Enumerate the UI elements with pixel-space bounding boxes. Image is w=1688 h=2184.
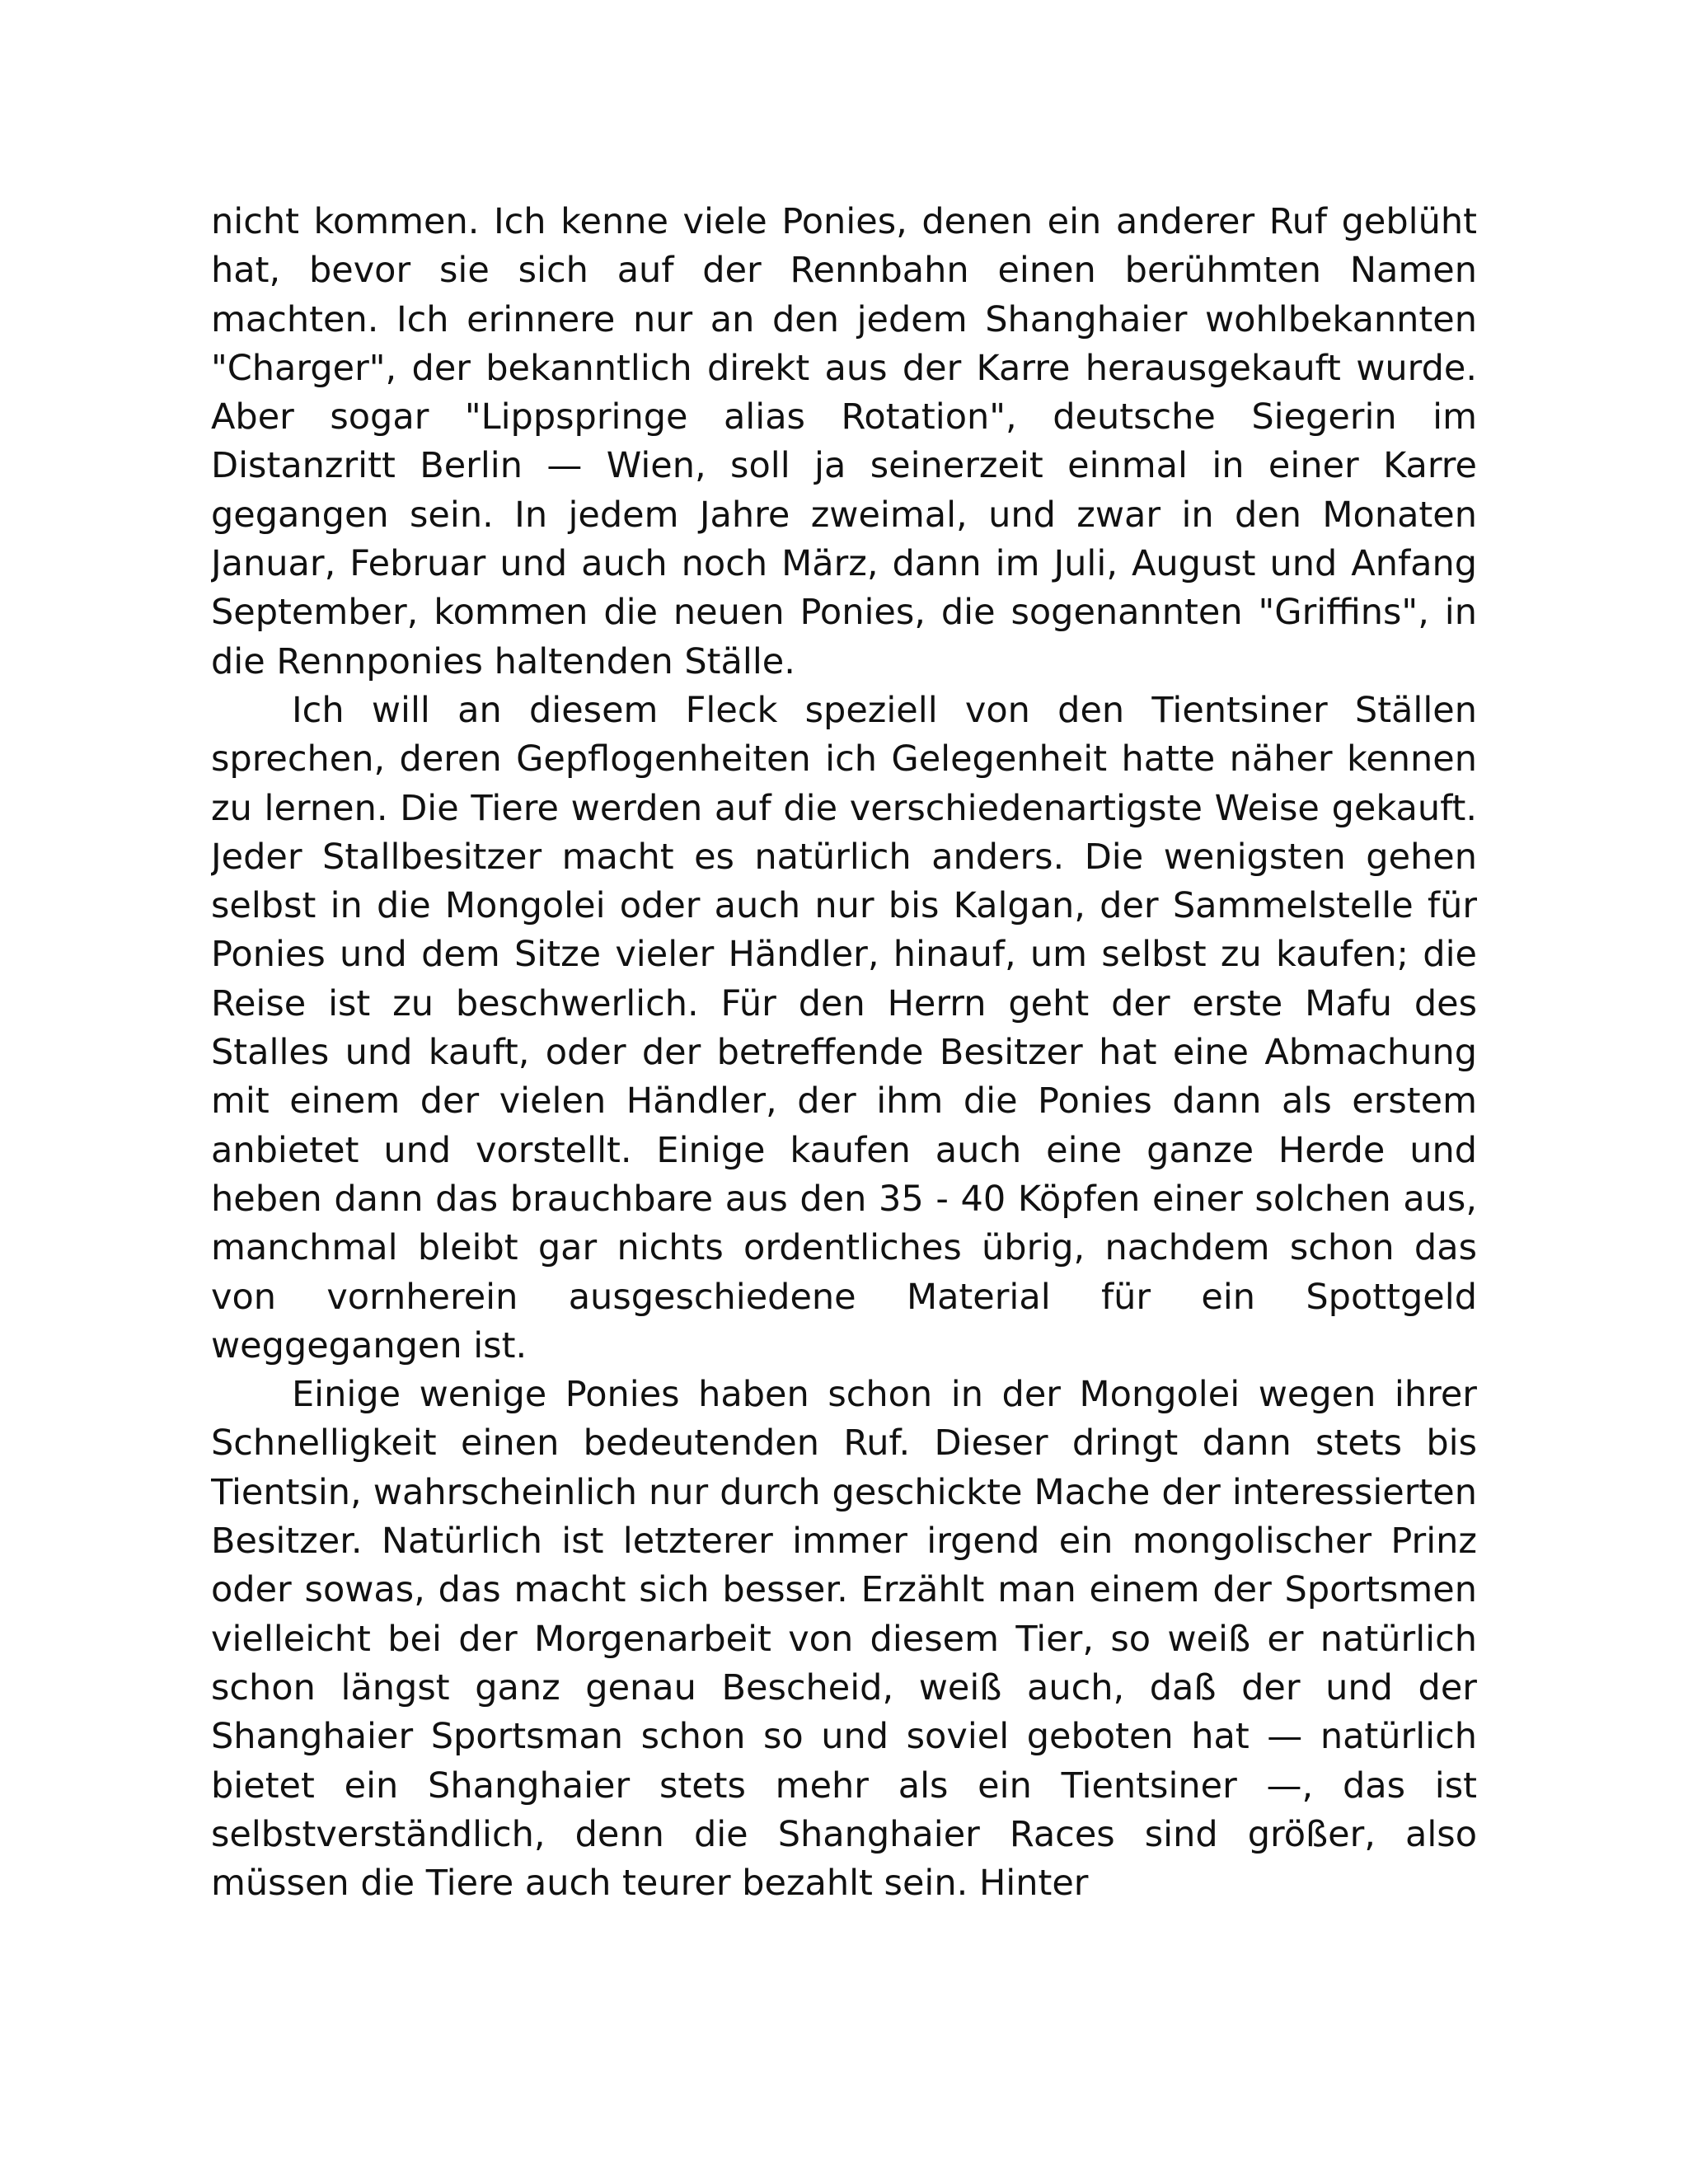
paragraph-2: Ich will an diesem Fleck speziell von den Tientsiner Ställen sprechen, deren Gepflogenheiten ich Gelegenheit hatte näher kennen zu lernen. Die Tiere werden auf die verschiedenartigste Weise gekauft. Jeder Stallbesitzer macht es natürlich anders. Die wenigsten gehen selbst in die Mongolei oder auch nur bis Kalgan, der Sammelstelle für Ponies und dem Sitze vieler Händler, hinauf, um selbst zu kaufen; die Reise ist zu beschwerlich. Für den Herrn geht der erste Mafu des Stalles und kauft, oder der betreffende Besitzer hat eine Abmachung mit einem der vielen Händler, der ihm die Ponies dann als erstem anbietet und vorstellt. Einige kaufen auch eine ganze Herde und heben dann das brauchbare aus den 35 - 40 Köpfen einer solchen aus, manchmal bleibt gar nichts ordentliches übrig, nachdem schon das von vornherein ausgeschiedene Material für ein Spottgeld weggegangen ist.	[211, 689, 1477, 1366]
page-body	[211, 198, 1477, 2060]
paragraph-1: nicht kommen. Ich kenne viele Ponies, denen ein anderer Ruf geblüht hat, bevor sie sich auf der Rennbahn einen berühmten Namen machten. Ich erinnere nur an den jedem Shanghaier wohlbekannten "Charger", der bekanntlich direkt aus der Karre herausgekauft wurde. Aber sogar "Lippspringe alias Rotation", deutsche Siegerin im Distanzritt Berlin — Wien, soll ja seinerzeit einmal in einer Karre gegangen sein. In jedem Jahre zweimal, und zwar in den Monaten Januar, Februar und auch noch März, dann im Juli, August und Anfang September, kommen die neuen Ponies, die sogenannten "Griffins", in die Rennponies haltenden Ställe.	[211, 201, 1477, 682]
paragraph-3: Einige wenige Ponies haben schon in der Mongolei wegen ihrer Schnelligkeit einen bedeutenden Ruf. Dieser dringt dann stets bis Tientsin, wahrscheinlich nur durch geschickte Mache der interessierten Besitzer. Natürlich ist letzterer immer irgend ein mongolischer Prinz oder sowas, das macht sich besser. Erzählt man einem der Sportsmen vielleicht bei der Morgenarbeit von diesem Tier, so weiß er natürlich schon längst ganz genau Bescheid, weiß auch, daß der und der Shanghaier Sportsman schon so und soviel geboten hat — natürlich bietet ein Shanghaier stets mehr als ein Tientsiner —, das ist selbstverständlich, denn die Shanghaier Races sind größer, also müssen die Tiere auch teurer bezahlt sein. Hinter	[211, 1374, 1477, 1905]
